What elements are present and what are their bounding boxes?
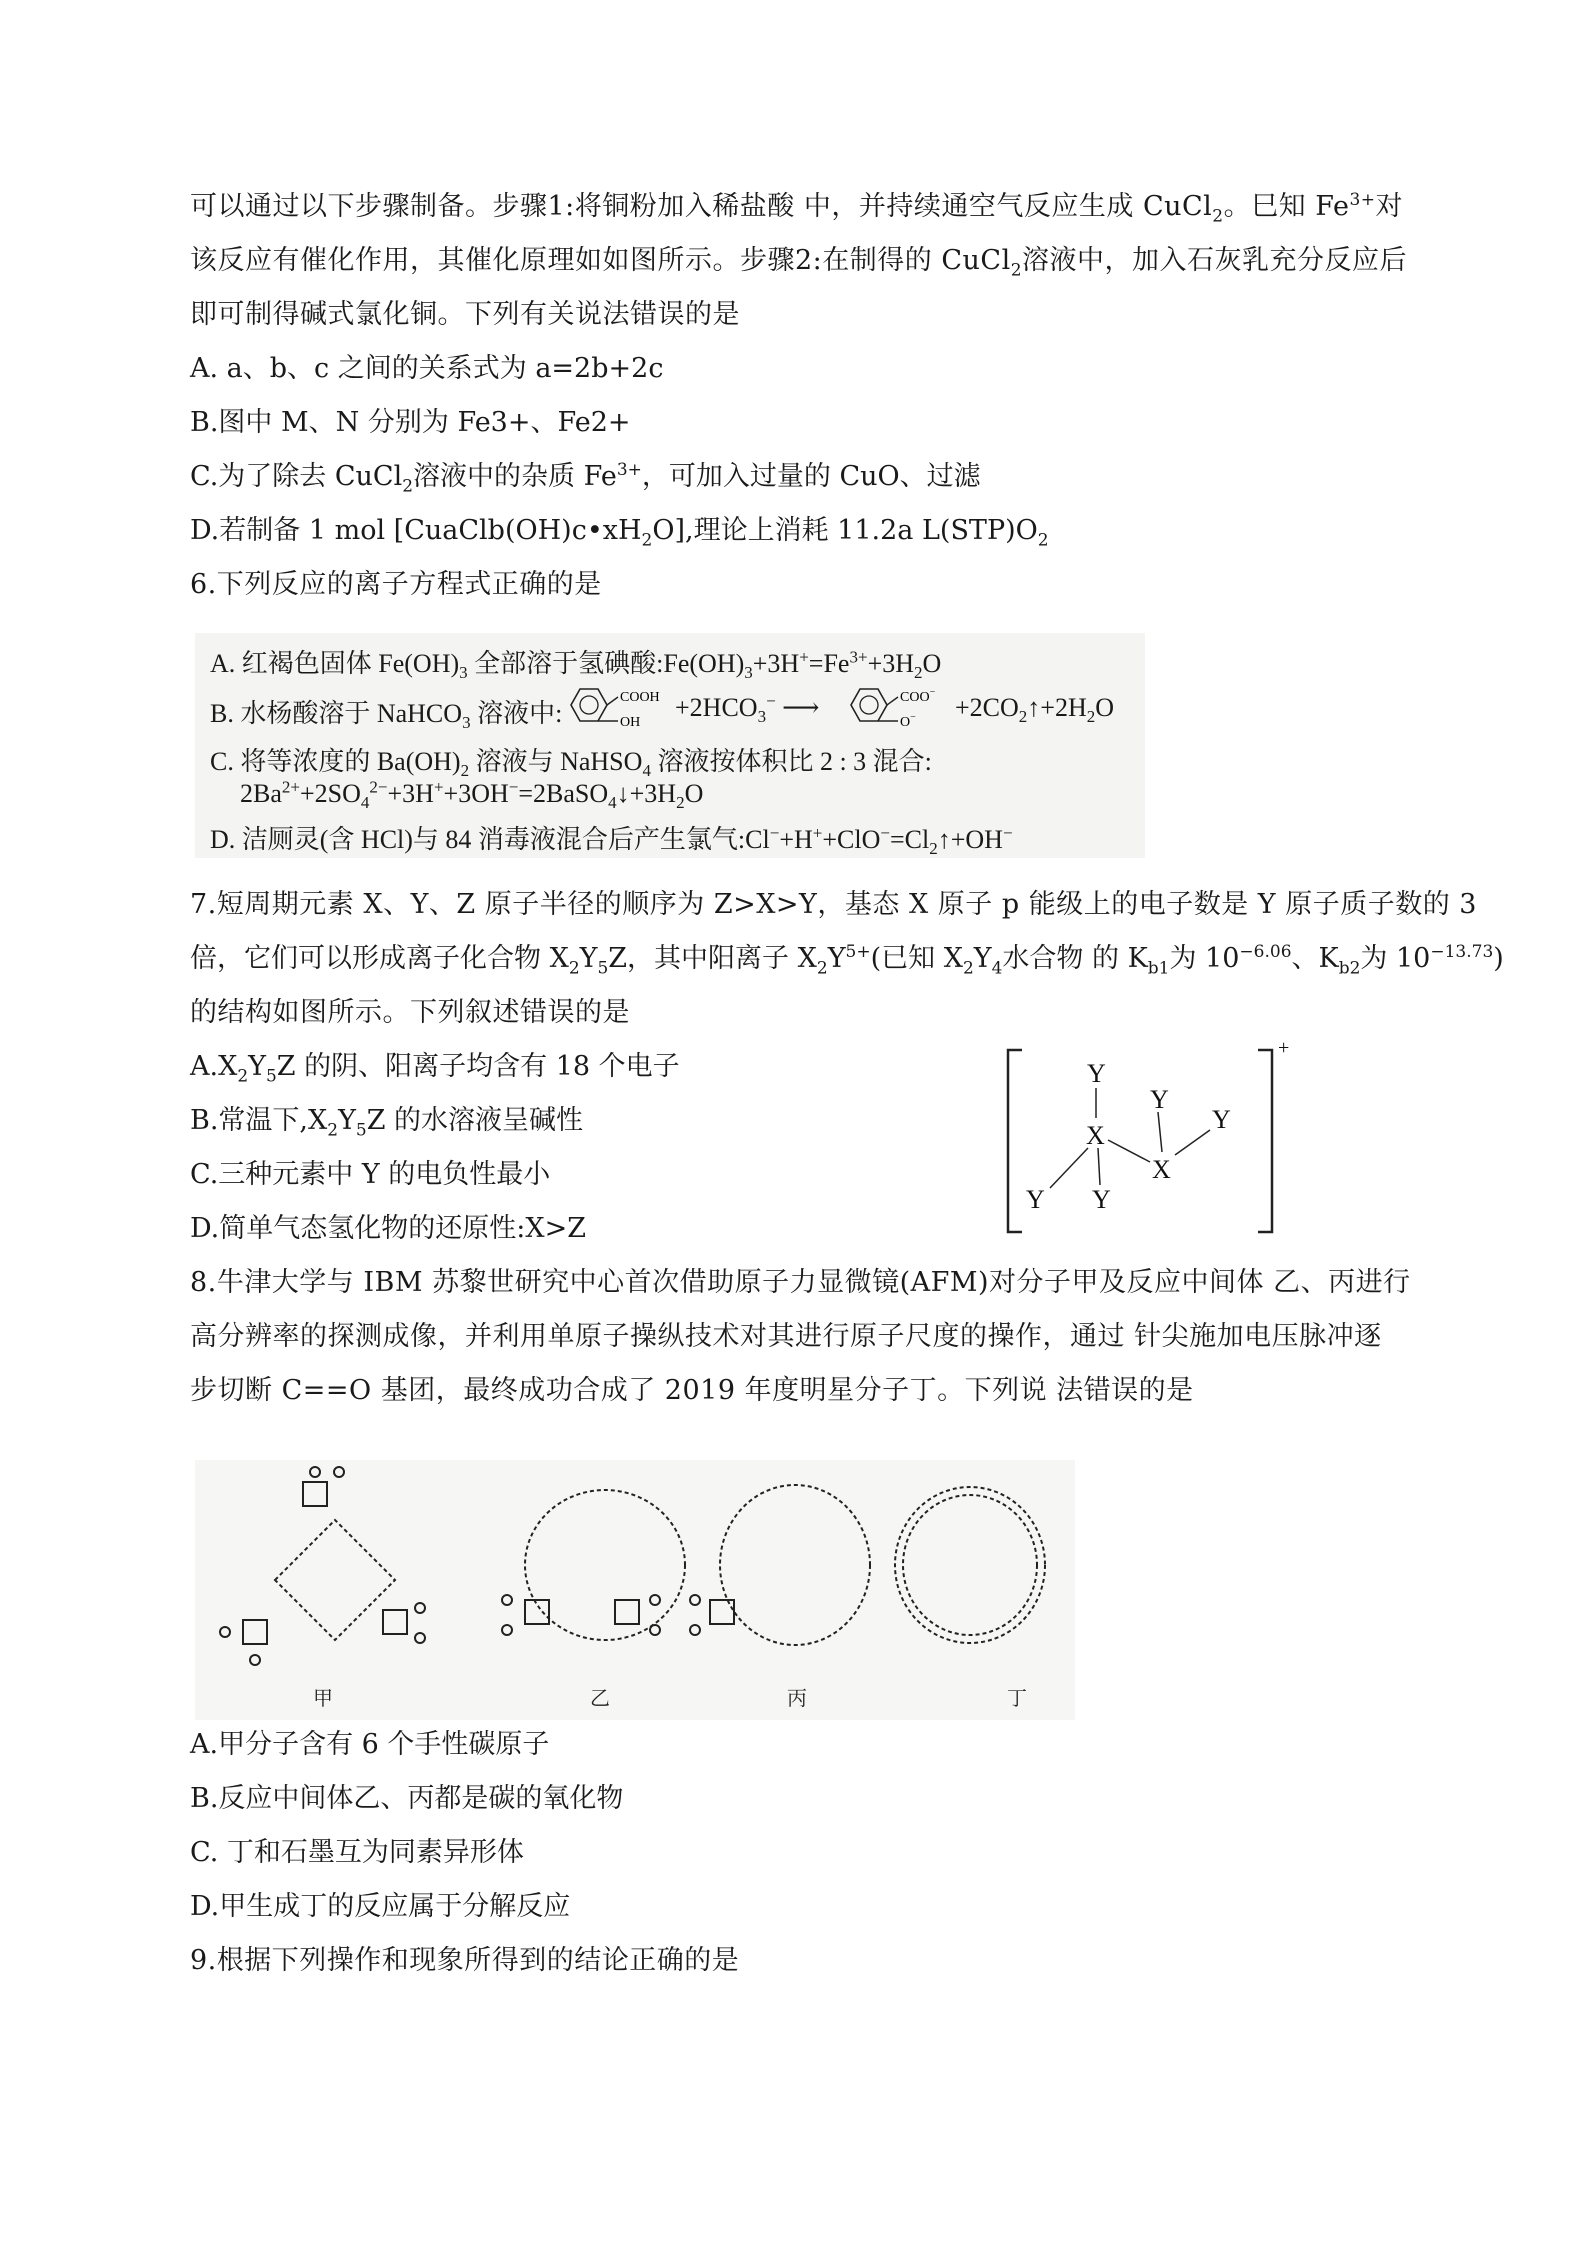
- q9-stem: 9.根据下列操作和现象所得到的结论正确的是: [190, 1945, 740, 1976]
- y-atom: Y: [1092, 1185, 1111, 1214]
- q8-option-d: D.甲生成丁的反应属于分解反应: [190, 1891, 571, 1922]
- label-yi: 乙: [590, 1686, 610, 1710]
- q7-option-d: D.简单气态氢化物的还原性:X>Z: [190, 1213, 586, 1244]
- q7-line-1: 7.短周期元素 X、Y、Z 原子半径的顺序为 Z>X>Y，基态 X 原子 p 能级上的电子数是 Y 原子质子数的 3: [190, 889, 1477, 920]
- x-atom: X: [1152, 1155, 1171, 1184]
- q8-line-3: 步切断 C==O 基团，最终成功合成了 2019 年度明星分子丁。下列说 法错误的是: [190, 1375, 1194, 1406]
- q5-option-d: D.若制备 1 mol $[CuaClb(OH)c•xH_2O]$,理论上消耗 11.2a $L(STP)O_2$: [190, 515, 1049, 551]
- salicylic-acid-structure: [560, 681, 670, 731]
- y-atom: Y: [1087, 1059, 1106, 1088]
- q8-line-2: 高分辨率的探测成像，并利用单原子操纵技术对其进行原子尺度的操作，通过 针尖施加电压脉冲逐: [190, 1321, 1382, 1352]
- q5-option-a: A. a、b、c 之间的关系式为 a=2b+2c: [190, 353, 664, 384]
- y-atom: Y: [1212, 1105, 1231, 1134]
- coo-label: COO−: [900, 687, 936, 705]
- q6-option-b: B. 水杨酸溶于 NaHCO$_3$ 溶液中:: [210, 699, 563, 733]
- q6-option-c-equation: $2Ba^{2+}+2SO_4^{2-}+3H^++3OH^-=2BaSO_4↓+3H_2O$: [240, 777, 704, 813]
- q8-line-1: 8.牛津大学与 IBM 苏黎世研究中心首次借助原子力显微镜(AFM)对分子甲及反应中间体 乙、丙进行: [190, 1267, 1411, 1298]
- oh-label: OH: [620, 715, 641, 730]
- q6-option-b-mid: $+2HCO_3^-$ ⟶: [675, 691, 820, 727]
- q6-stem: 6.下列反应的离子方程式正确的是: [190, 569, 602, 600]
- molecules-figure: [195, 1460, 1075, 1720]
- o-label: O−: [900, 712, 916, 730]
- salicylate-structure: [840, 681, 950, 731]
- q5-line-2: 该反应有催化作用，其催化原理如如图所示。步骤2:在制得的 CuCl$_2$溶液中，加入石灰乳充分反应后: [190, 245, 1408, 281]
- q5-line-1: 可以通过以下步骤制备。步骤1:将铜粉加入稀盐酸 中，并持续通空气反应生成 CuCl$_2$。巳知 $Fe^{3+}$对: [190, 190, 1403, 227]
- label-ding: 丁: [1007, 1686, 1027, 1710]
- q8-option-c: C. 丁和石墨互为同素异形体: [190, 1837, 524, 1868]
- q5-line-3: 即可制得碱式氯化铜。下列有关说法错误的是: [190, 299, 740, 330]
- q5-option-b: B.图中 M、N 分别为 Fe3+、Fe2+: [190, 407, 631, 438]
- label-jia: 甲: [313, 1686, 333, 1710]
- q7-line-3: 的结构如图所示。下列叙述错误的是: [190, 997, 630, 1028]
- y-atom: Y: [1026, 1185, 1045, 1214]
- q6-option-d: D. 洁厕灵(含 HCl)与 84 消毒液混合后产生氯气$:Cl^-+H^++ClO^-=Cl_2↑+OH^-$: [210, 823, 1013, 859]
- q7-line-2: 倍，它们可以形成离子化合物 $X_2Y_5Z$，其中阳离子 $X_2Y^{5+}$(已知 $X_2Y_4$水合物 的 $K_{b1}$为 $10^{-6.06}$、$K_{b2}$为 $10^{-13.73}$): [190, 942, 1504, 979]
- q7-option-c: C.三种元素中 Y 的电负性最小: [190, 1159, 551, 1190]
- q7-option-a: $A.X_2Y_5Z$ 的阴、阳离子均含有 18 个电子: [190, 1051, 680, 1087]
- q8-option-b: B.反应中间体乙、丙都是碳的氧化物: [190, 1783, 624, 1814]
- label-bing: 丙: [787, 1686, 807, 1710]
- q6-option-b-end: $+2CO_2↑+2H_2O$: [955, 693, 1115, 727]
- x2y5-cation-structure: [1000, 1040, 1300, 1240]
- q8-option-a: A.甲分子含有 6 个手性碳原子: [190, 1729, 550, 1760]
- q7-option-b: B.常温下$,X_2Y_5Z$ 的水溶液呈碱性: [190, 1105, 584, 1141]
- q6-option-c: C. 将等浓度的 $Ba(OH)_2$ 溶液与 NaHSO$_4$ 溶液按体积比 2 : 3 混合:: [210, 747, 932, 781]
- charge-sign: +: [1278, 1040, 1290, 1059]
- x-atom: X: [1086, 1121, 1105, 1150]
- q6-options-image: [195, 633, 1145, 858]
- y-atom: Y: [1150, 1085, 1169, 1114]
- q5-option-c: C.为了除去 CuCl$_2$溶液中的杂质 $Fe^{3+}$，可加入过量的 CuO、过滤: [190, 460, 981, 497]
- q6-option-a: A. 红褐色固体 $Fe(OH)_3$ 全部溶于氢碘酸$:Fe(OH)_3+3H^+=Fe^{3+}+3H_2O$: [210, 647, 942, 683]
- cooh-label: COOH: [620, 690, 660, 705]
